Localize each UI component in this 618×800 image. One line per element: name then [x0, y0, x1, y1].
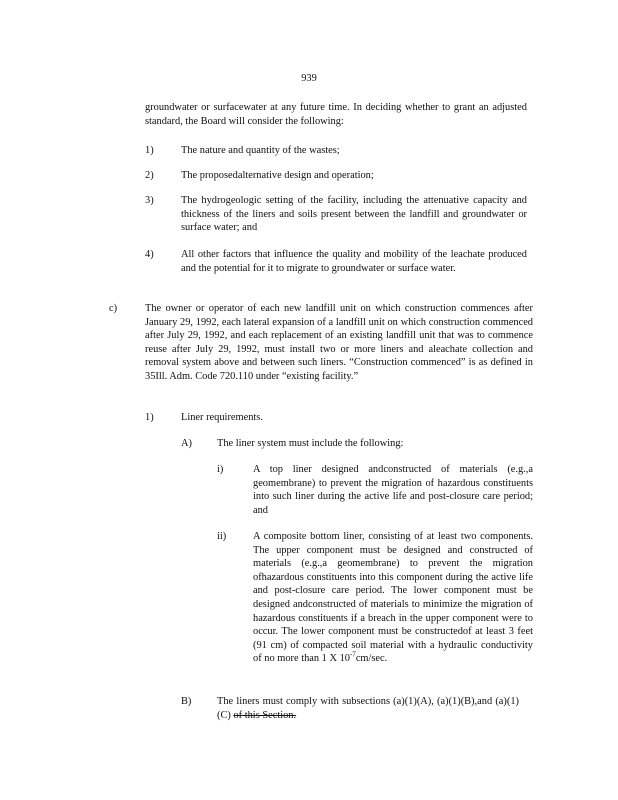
item-a-text: The liner system must include the following: — [217, 438, 404, 449]
page-number: 939 — [301, 73, 317, 84]
item-ii-text — [253, 530, 533, 666]
list-item: The proposedalternative design and operation; — [181, 170, 374, 181]
list-item: All other factors that influence the quality and mobility of the leachate produced and the potential for it to migrate to groundwater or surface water. — [181, 249, 527, 274]
struck-text: of this Section. — [233, 709, 297, 721]
item-a-marker: A) — [181, 438, 192, 449]
item-ii-body: A composite bottom liner, consisting of at least two components. The upper component must be designed and constructed of materials (e.g.,a geomembrane) to prevent the migration ofhazardous constituents into this component during the active life and post-closure care period. The lower component must be designed andconstructed of materials to minimize the migration of hazardous constituents if a breach in the upper component were to occur. The lower component must be constructedof at least 3 feet (91 cm) of compacted soil material with a hydraulic conductivity of no more than 1 X 10 — [253, 531, 533, 665]
item-i-marker: i) — [217, 464, 224, 475]
intro-paragraph: groundwater or surfacewater at any future time. In deciding whether to grant an adjusted standard, the Board will consider the following: — [145, 102, 527, 127]
section-c-text: The owner or operator of each new landfill unit on which construction commences after January 29, 1992, each lateral expansion of a landfill unit on which construction commenced after July 29, 1992, and each replacement of an existing landfill unit that was to commence reuse after July 29, 1992, must install two or more liners and aleachate collection and removal system above and between such liners. “Construction commenced” is as defined in 35Ill. Adm. Code 720.110 under “existing facility.” — [145, 303, 533, 382]
item-ii-marker: ii) — [217, 531, 227, 542]
list-marker: 1) — [145, 145, 154, 156]
item-b-text — [217, 695, 519, 722]
list-marker: 4) — [145, 249, 154, 260]
list-item: The nature and quantity of the wastes; — [181, 145, 340, 156]
unit: cm/sec. — [355, 653, 388, 665]
liner-requirements-heading: Liner requirements. — [181, 412, 263, 423]
list-item: The hydrogeologic setting of the facility, including the attenuative capacity and thickness of the liners and soils present between the landfill and groundwater or surface water; and — [181, 195, 527, 234]
section-c-marker: c) — [109, 303, 118, 314]
item-b-body: The liners must comply with subsections (a)(1)(A), (a)(1)(B),and (a)(1)(C) — [217, 696, 519, 721]
item-i-text: A top liner designed andconstructed of materials (e.g.,a geomembrane) to prevent the migration of hazardous constituents into such liner during the active life and post-closure care period; and — [253, 464, 533, 516]
item-b-marker: B) — [181, 696, 192, 707]
list-marker: 2) — [145, 170, 154, 181]
liner-requirements-marker: 1) — [145, 412, 154, 423]
exponent: -7 — [349, 650, 356, 659]
list-marker: 3) — [145, 195, 154, 206]
